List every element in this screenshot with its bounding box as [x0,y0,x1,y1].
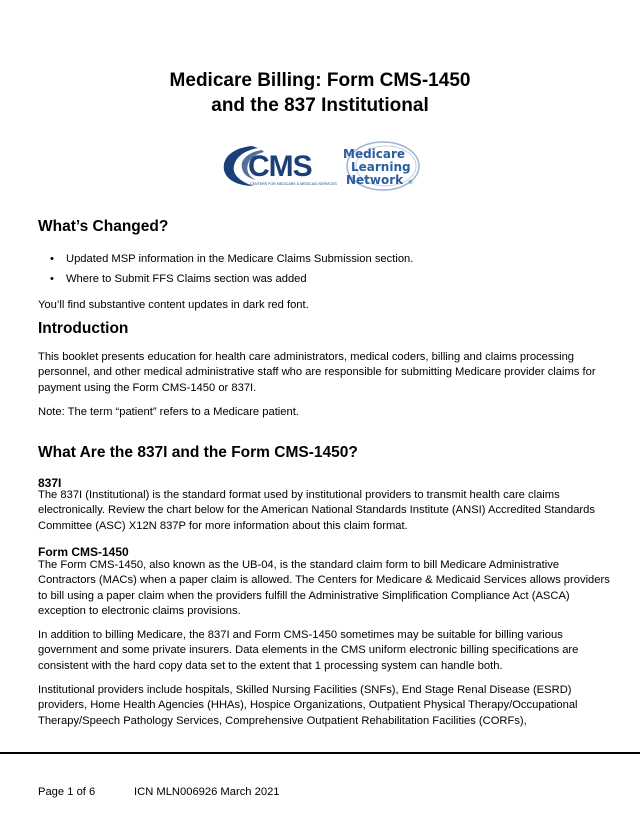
cms-logo [218,138,428,194]
whats-changed-heading: What’s Changed? [38,218,169,235]
billing-paragraph: In addition to billing Medicare, the 837I and Form CMS-1450 sometimes may be suitable for billing various government and some private insurers. Data elements in the CMS uniform electronic billing specifications are consistent with the hard copy data set to the extent that 1 processing system can handle both. [38,629,579,672]
title-line-2: and the 837 Institutional [211,95,429,116]
footer-page-number: Page 1 of 6 [38,786,96,798]
introduction-paragraph: This booklet presents education for health care administrators, medical coders, billing and claims processing personnel, and other medical administrative staff who are responsible for submitting Medicare provider claims for payment using the Form CMS-1450 or 837I. [38,351,596,394]
mln-line-3: Network [346,173,404,187]
mln-registered-mark: ® [408,180,413,186]
form-cms-1450-subheading: Form CMS-1450 [38,545,129,559]
list-item: • Where to Submit FFS Claims section was added [38,272,413,287]
cms-logo-subtext: CENTERS FOR MEDICARE & MEDICAID SERVICES [250,182,337,186]
form-cms-1450-paragraph: The Form CMS-1450, also known as the UB-04, is the standard claim form to bill Medicare Administrative Contractors (MACs) when a paper claim is allowed. The Centers for Medicare & Medicaid Services allows providers to bill using a paper claim when the providers fulfill the Administrative Simplification Compliance Act (ASCA) exception to electronic claims provisions. [38,559,610,617]
patient-note: Note: The term “patient” refers to a Medicare patient. [38,406,299,418]
mln-logo [343,142,419,190]
footer-icn: ICN MLN006926 March 2021 [134,786,280,798]
cms-logo-text: CMS [248,150,312,183]
list-item: • Updated MSP information in the Medicare Claims Submission section. [38,252,413,267]
footer-divider [0,752,640,754]
title-line-1: Medicare Billing: Form CMS-1450 [169,70,471,91]
introduction-heading: Introduction [38,320,129,337]
837i-paragraph: The 837I (Institutional) is the standard format used by institutional providers to transmit health care claims electronically. Review the chart below for the American National Standards Institute (ANSI) Accredited Standards Committee (ASC) X12N 837P for more information about this claim format. [38,489,595,532]
whats-changed-note: You’ll find substantive content updates in dark red font. [38,299,309,311]
institutional-providers-paragraph: Institutional providers include hospitals, Skilled Nursing Facilities (SNFs), End Stage Renal Disease (ESRD) providers, Home Health Agencies (HHAs), Hospice Organizations, Outpatient Physical Therapy/Occupational Therapy/Speech Pathology Services, Comprehensive Outpatient Rehabilitation Facilities (CORFs), [38,684,578,727]
mln-line-2: Learning [351,160,411,174]
what-are-heading: What Are the 837I and the Form CMS-1450? [38,444,358,461]
837i-subheading: 837I [38,476,62,490]
document-title [0,68,640,118]
mln-line-1: Medicare [343,147,406,161]
logos [218,138,428,194]
whats-changed-list [38,252,413,292]
